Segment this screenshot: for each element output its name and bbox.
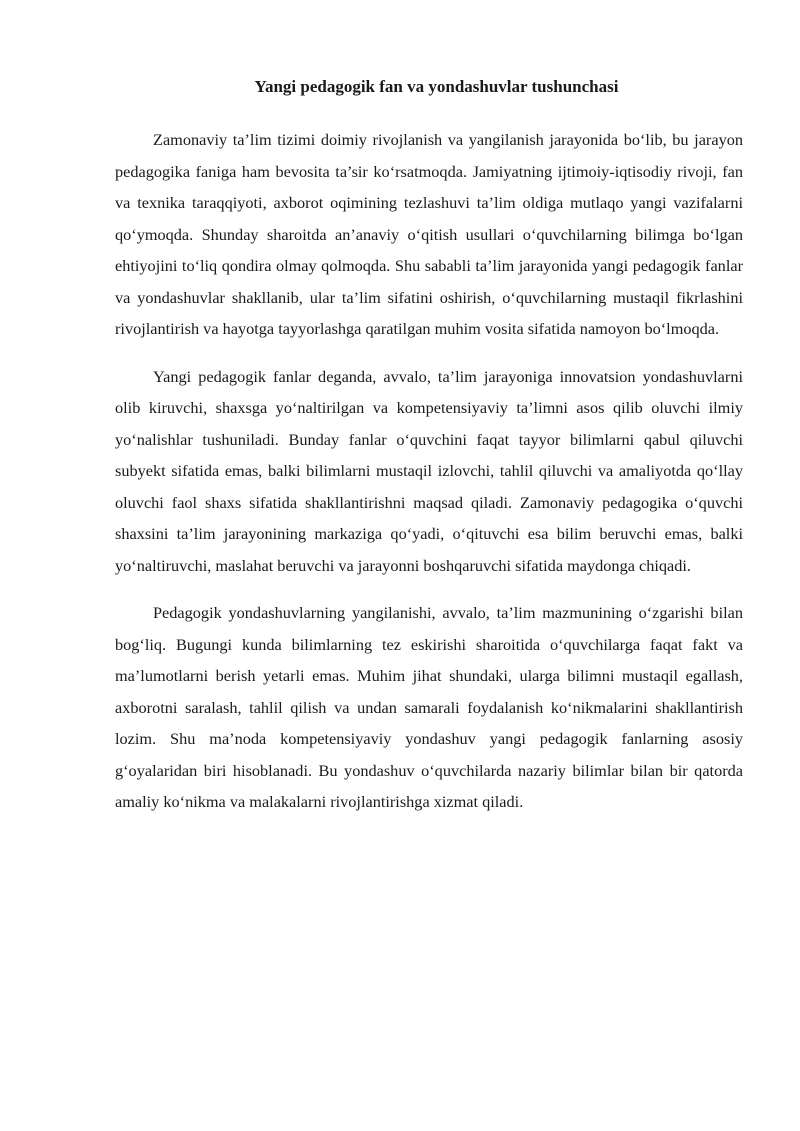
paragraph-pedagogical-approaches: Pedagogik yondashuvlarning yangilanishi, avvalo, ta’lim mazmunining o‘zgarishi bilan bog‘liq. Bugungi kunda bilimlarning tez eskirishi sharoitida o‘quvchilarga faqat fakt va ma’lumotlarni berish yetarli emas. Muhim jihat shundaki, ularga bilimni mustaqil egallash, axborotni saralash, tahlil qilish va undan samarali foydalanish ko‘nikmalarini shakllantirish lozim. Shu ma’noda kompetensiyaviy yondashuv yangi pedagogik fanlarning asosiy g‘oyalaridan biri hisoblanadi. Bu yondashuv o‘quvchilarda nazariy bilimlar bilan bir qatorda amaliy ko‘nikma va malakalarni rivojlantirishga xizmat qiladi. — [115, 603, 743, 811]
paragraph-new-pedagogical-sciences: Yangi pedagogik fanlar deganda, avvalo, ta’lim jarayoniga innovatsion yondashuvlarni olib kiruvchi, shaxsga yo‘naltirilgan va kompetensiyaviy ta’limni asos qilib oluvchi ilmiy yo‘nalishlar tushuniladi. Bunday fanlar o‘quvchini faqat tayyor bilimlarni qabul qiluvchi subyekt sifatida emas, balki bilimlarni mustaqil izlovchi, tahlil qiluvchi va amaliyotda qo‘llay oluvchi faol shaxs sifatida shakllantirishni maqsad qiladi. Zamonaviy pedagogika o‘quvchi shaxsini ta’lim jarayonining markaziga qo‘yadi, o‘qituvchi esa bilim beruvchi emas, balki yo‘naltiruvchi, maslahat beruvchi va jarayonni boshqaruvchi sifatida maydonga chiqadi. — [115, 366, 743, 575]
document-title: Yangi pedagogik fan va yondashuvlar tushunchasi — [254, 77, 619, 96]
document-page — [115, 74, 743, 834]
paragraph-intro: Zamonaviy ta’lim tizimi doimiy rivojlanish va yangilanish jarayonida bo‘lib, bu jarayon pedagogika faniga ham bevosita ta’sir ko‘rsatmoqda. Jamiyatning ijtimoiy-iqtisodiy rivoji, fan va texnika taraqqiyoti, axborot oqimining tezlashuvi ta’lim oldiga mutlaqo yangi vazifalarni qo‘ymoqda. Shunday sharoitda an’anaviy o‘qitish usullari o‘quvchilarning bilimga bo‘lgan ehtiyojini to‘liq qondira olmay qolmoqda. Shu sababli ta’lim jarayonida yangi pedagogik fanlar va yondashuvlar shakllanib, ular ta’lim sifatini oshirish, o‘quvchilarning mustaqil fikrlashini rivojlantirish va hayotga tayyorlashga qaratilgan muhim vosita sifatida namoyon bo‘lmoqda. — [115, 130, 743, 338]
